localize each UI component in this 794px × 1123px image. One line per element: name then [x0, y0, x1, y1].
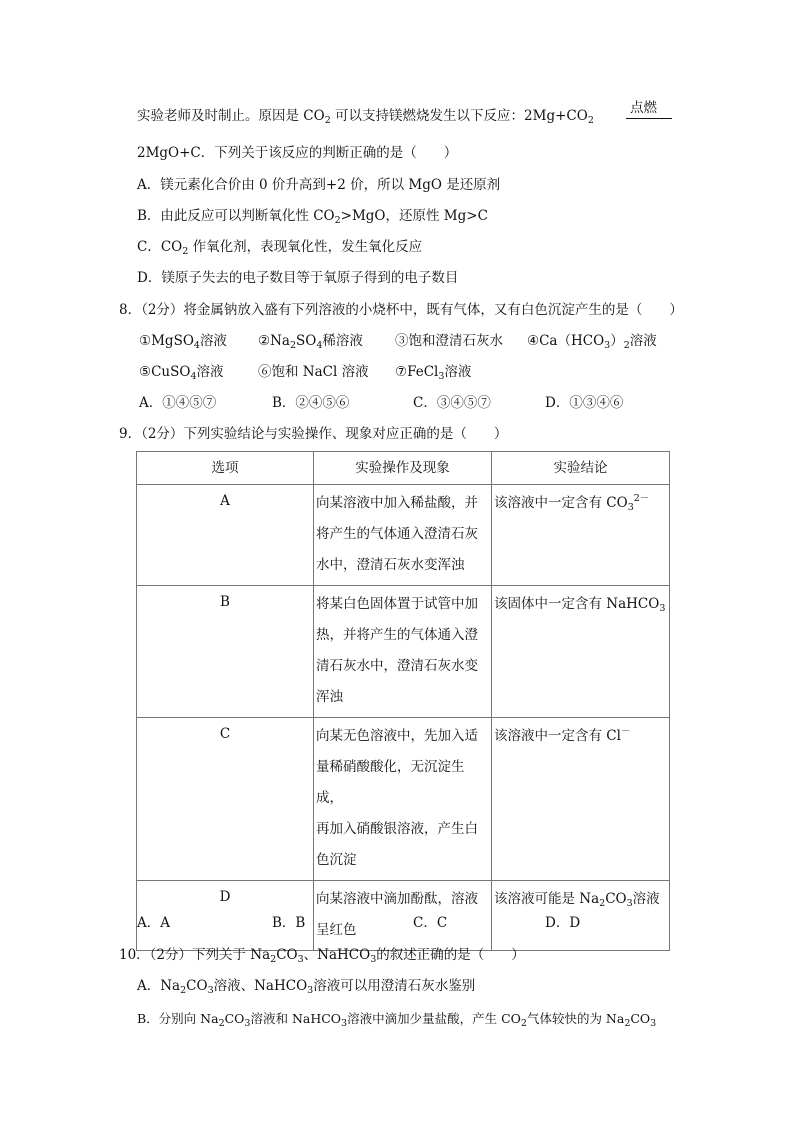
table-row: [137, 718, 670, 881]
q9-option-a: A．A: [137, 915, 170, 931]
row-operation: 将某白色固体置于试管中加 热，并将产生的气体通入澄 清石灰水中，澄清石灰水变 浑浊: [314, 586, 492, 718]
q10-option-b: B．分别向 $Na_2CO_3$溶液和 NaHCO$_3$溶液中滴加少量盐酸，产生 $CO_2$气体较快的为 $Na_2CO_3$: [137, 1011, 657, 1029]
row-operation: 向某无色溶液中，先加入适 量稀硝酸酸化，无沉淀生成， 再加入硝酸银溶液，产生白 色沉淀: [314, 718, 492, 881]
row-conclusion: 该溶液中一定含有 Cl－: [492, 718, 670, 881]
header-conclusion: 实验结论: [492, 452, 670, 485]
q8-option-a: A．①④⑤⑦: [139, 395, 217, 411]
q10-option-a: A．$Na_2CO_3$溶液、NaHCO$_3$溶液可以用澄清石灰水鉴别: [137, 978, 476, 996]
row-conclusion: 该溶液可能是 $Na_2CO_3$溶液: [492, 881, 670, 951]
q9-table: [136, 451, 670, 951]
q7-option-a: A．镁元素化合价由 0 价升高到+2 价，所以 MgO 是还原剂: [137, 177, 501, 193]
row-option: B: [137, 586, 314, 718]
header-option: 选项: [137, 452, 314, 485]
header-operation: 实验操作及现象: [314, 452, 492, 485]
reaction-condition: 点燃: [626, 96, 672, 119]
q10-stem: 10．（2分）下列关于 $Na_2CO_3$、NaHCO$_3$的叙述正确的是（ ）: [119, 947, 525, 965]
table-row: [137, 881, 670, 951]
q7-option-d: D．镁原子失去的电子数目等于氧原子得到的电子数目: [137, 270, 459, 286]
row-option: D: [137, 881, 314, 951]
q9-option-b: B．B: [272, 915, 306, 931]
q8-item-4: $④Ca(HCO_3)_2$溶液: [527, 333, 657, 351]
q7-option-b: B．由此反应可以判断氧化性 $CO_2>MgO$，还原性 Mg>C: [137, 208, 488, 226]
table-header-row: [137, 452, 670, 485]
q9-option-d: D．D: [545, 915, 581, 931]
q8-option-d: D．①③④⑥: [545, 395, 624, 411]
q8-stem: 8．（2分）将金属钠放入盛有下列溶液的小烧杯中，既有气体，又有白色沉淀产生的是（ ）: [119, 302, 683, 318]
q8-item-2: $②Na_2SO_4$稀溶液: [258, 333, 363, 351]
q7-line1: 实验老师及时制止。原因是 $CO_2$ 可以支持镁燃烧发生以下反应：$2Mg+CO_2$: [137, 108, 594, 126]
row-operation: 向某溶液中加入稀盐酸，并 将产生的气体通入澄清石灰 水中，澄清石灰水变浑浊: [314, 485, 492, 586]
q7-option-c: C．$CO_2$ 作氧化剂，表现氧化性，发生氧化反应: [137, 239, 423, 257]
row-option: A: [137, 485, 314, 586]
table-row: [137, 485, 670, 586]
q8-option-c: C．③④⑤⑦: [413, 395, 491, 411]
row-operation: 向某溶液中滴加酚酞，溶液 呈红色: [314, 881, 492, 951]
q9-option-c: C．C: [413, 915, 448, 931]
q8-item-3: ③饱和澄清石灰水: [395, 333, 503, 349]
q8-item-1: ①MgSO$_4$溶液: [139, 333, 227, 351]
q8-item-6: ⑥饱和 NaCl 溶液: [258, 364, 369, 380]
q8-option-b: B．②④⑤⑥: [272, 395, 350, 411]
table-row: [137, 586, 670, 718]
q7-line2: 2MgO+C．下列关于该反应的判断正确的是（ ）: [137, 145, 458, 161]
q9-stem: 9．（2分）下列实验结论与实验操作、现象对应正确的是（ ）: [119, 426, 508, 442]
q8-item-7: ⑦FeCl$_3$溶液: [395, 364, 472, 382]
row-conclusion: 该固体中一定含有 NaHCO$_3$: [492, 586, 670, 718]
q8-item-5: ⑤CuSO$_4$溶液: [139, 364, 224, 382]
row-conclusion: 该溶液中一定含有 $CO_3^{2-}$: [492, 485, 670, 586]
row-option: C: [137, 718, 314, 881]
